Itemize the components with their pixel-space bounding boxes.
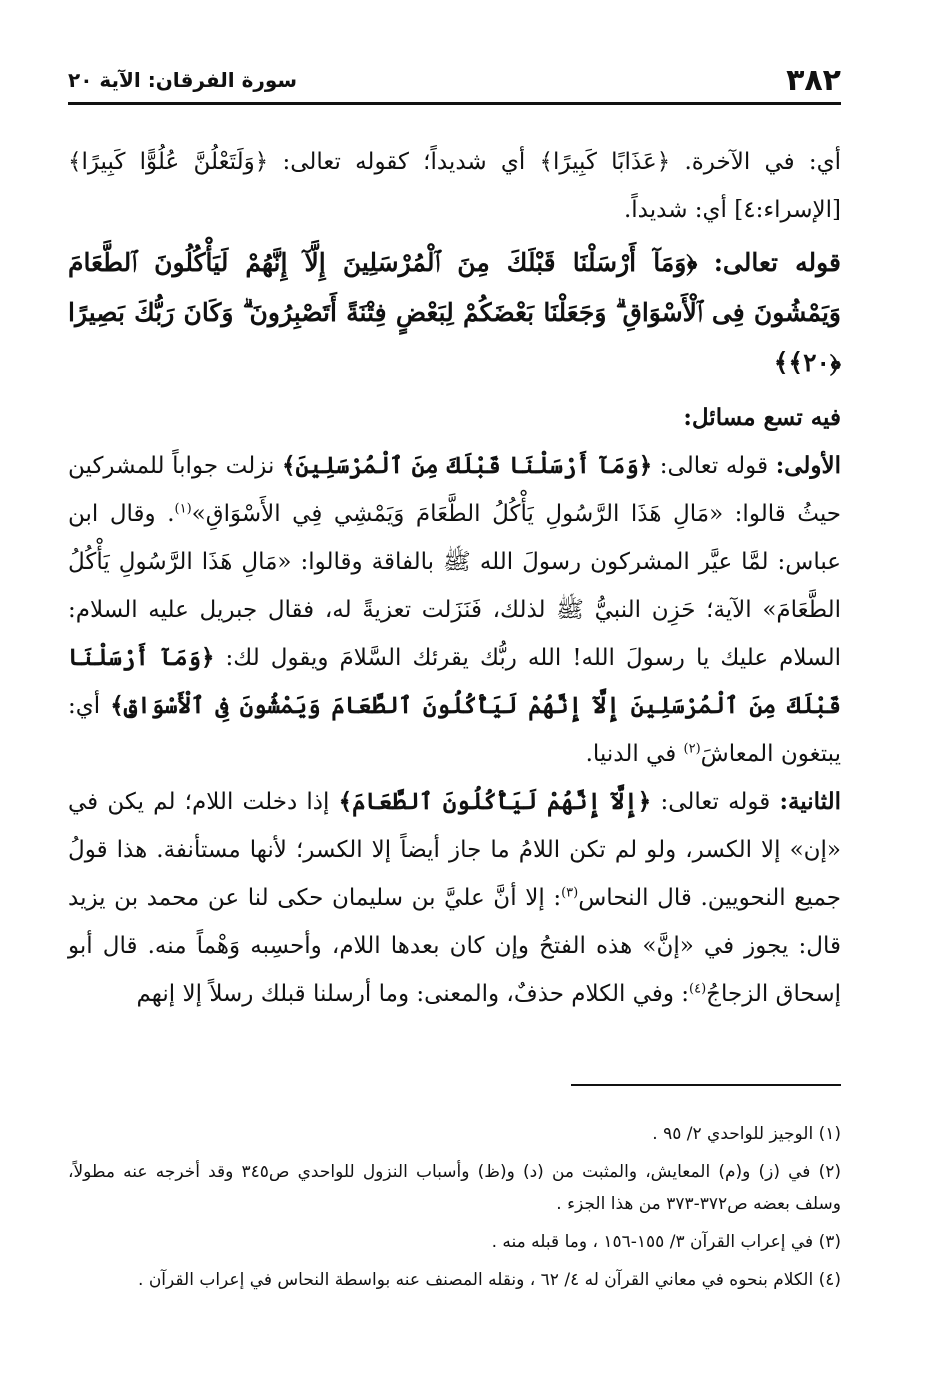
page-number: ٣٨٢ — [786, 62, 841, 98]
first-part1: قوله تعالى: — [652, 453, 776, 479]
first-part5: في الدنيا. — [585, 741, 684, 767]
footnotes — [68, 1118, 841, 1302]
footnote-ref-3: (٣) — [561, 885, 579, 901]
first-part4: أي: يبتغون المعاشَ — [68, 693, 841, 767]
verse-text: ﴿وَمَآ أَرْسَلْنَا قَبْلَكَ مِنَ ٱلْمُرْسَلِينَ إِلَّآ إِنَّهُمْ لَيَأْكُلُونَ ٱلطَّعَامَ وَيَمْشُونَ فِى ٱلْأَسْوَاقِ ۗ وَجَعَلْنَا بَعْضَكُمْ لِبَعْضٍ فِتْنَةً أَتَصْبِرُونَ ۗ وَكَانَ رَبُّكَ بَصِيرًا ﴿٢٠﴾﴾ — [68, 248, 841, 377]
first-part2: نزلت جواباً للمشركين حيثُ قالوا: «مَالِ هَذَا الرَّسُولِ يَأْكُلُ الطَّعَامَ وَيَمْشِي فِي الأَسْوَاقِ» — [68, 453, 841, 527]
footnote-2: (٢) في (ز) و(م) المعايش، والمثبت من (د) و(ظ) وأسباب النزول للواحدي ص٣٤٥ وقد أخرجه عنه مطولاً، وسلف بعضه ص٣٧٢-٣٧٣ من هذا الجزء . — [68, 1162, 841, 1214]
second-quote1: ﴿إِلَّآ إِنَّهُمْ لَيَأْكُلُونَ ٱلطَّعَامَ﴾ — [338, 788, 652, 815]
main-text — [68, 138, 841, 1018]
first-quote1: ﴿وَمَآ أَرْسَلْنَا قَبْلَكَ مِنَ ٱلْمُرْسَلِينَ﴾ — [281, 452, 653, 479]
page-header — [68, 60, 841, 100]
first-label: الأولى: — [775, 452, 841, 479]
running-title: سورة الفرقان: الآية ٢٠ — [68, 68, 298, 92]
footnote-ref-2: (٢) — [683, 741, 701, 757]
footnote-1: (١) الوجيز للواحدي ٢/ ٩٥ . — [652, 1124, 841, 1144]
footnote-ref-4: (٤) — [689, 981, 707, 997]
second-part3: : إلا أنَّ عليَّ بن سليمان حكى لنا عن محمد بن يزيد قال: يجوز في «إنَّ» هذه الفتحُ وإن كان بعدها اللام، وأحسِبه وَهْماً منه. قال أبو إسحاق الزجاجُ — [68, 885, 841, 1007]
masail-label: فيه تسع مسائل: — [683, 404, 841, 431]
footnote-rule — [571, 1084, 841, 1086]
paragraph-first — [68, 442, 841, 778]
second-label: الثانية: — [779, 788, 841, 815]
verse-label: قوله تعالى: — [713, 248, 841, 277]
verse-heading — [68, 238, 841, 388]
footnote-3: (٣) في إعراب القرآن ٣/ ١٥٥-١٥٦ ، وما قبله منه . — [491, 1232, 841, 1252]
footnote-ref-1: (١) — [174, 501, 192, 517]
footnote-4: (٤) الكلام بنحوه في معاني القرآن له ٤/ ٦٢ ، ونقله المصنف عنه بواسطة النحاس في إعراب القرآن . — [138, 1270, 841, 1290]
first-quote2: ﴿وَمَآ أَرْسَلْنَا قَبْلَكَ مِنَ ٱلْمُرْسَلِينَ إِلَّآ إِنَّهُمْ لَيَأْكُلُونَ ٱلطَّعَامَ وَيَمْشُونَ فِى ٱلْأَسْوَاقِ﴾ — [68, 644, 842, 719]
second-part4: : وفي الكلام حذفٌ، والمعنى: وما أرسلنا قبلك رسلاً إلا إنهم — [136, 981, 690, 1007]
second-part1: قوله تعالى: — [651, 789, 780, 815]
second-part2: إذا دخلت اللام؛ لم يكن في «إن» إلا الكسر، ولو لم تكن اللامُ ما جاز أيضاً إلا الكسر؛ لأنها مستأنفة. هذا قولُ جميع النحويين. قال النحاس — [68, 789, 842, 911]
paragraph-second — [68, 778, 841, 1018]
first-part3: . وقال ابن عباس: لمَّا عيَّر المشركون رسولَ الله ﷺ بالفاقة وقالوا: «مَالِ هَذَا الرَّسُولِ يَأْكُلُ الطَّعَامَ» الآية؛ حَزِن النبيُّ ﷺ لذلك، فَنَزَلت تعزيةً له، فقال جبريل عليه السلام: السلام عليك يا رسولَ الله! الله ربُّك يقرئك السَّلامَ ويقول لك: — [68, 501, 841, 671]
paragraph-intro: أي: في الآخرة. ﴿عَذَابًا كَبِيرًا﴾ أي شديداً؛ كقوله تعالى: ﴿وَلَتَعْلُنَّ عُلُوًّا كَبِيرًا﴾ [الإسراء:٤] أي: شديداً. — [68, 149, 841, 223]
header-rule — [68, 102, 841, 105]
